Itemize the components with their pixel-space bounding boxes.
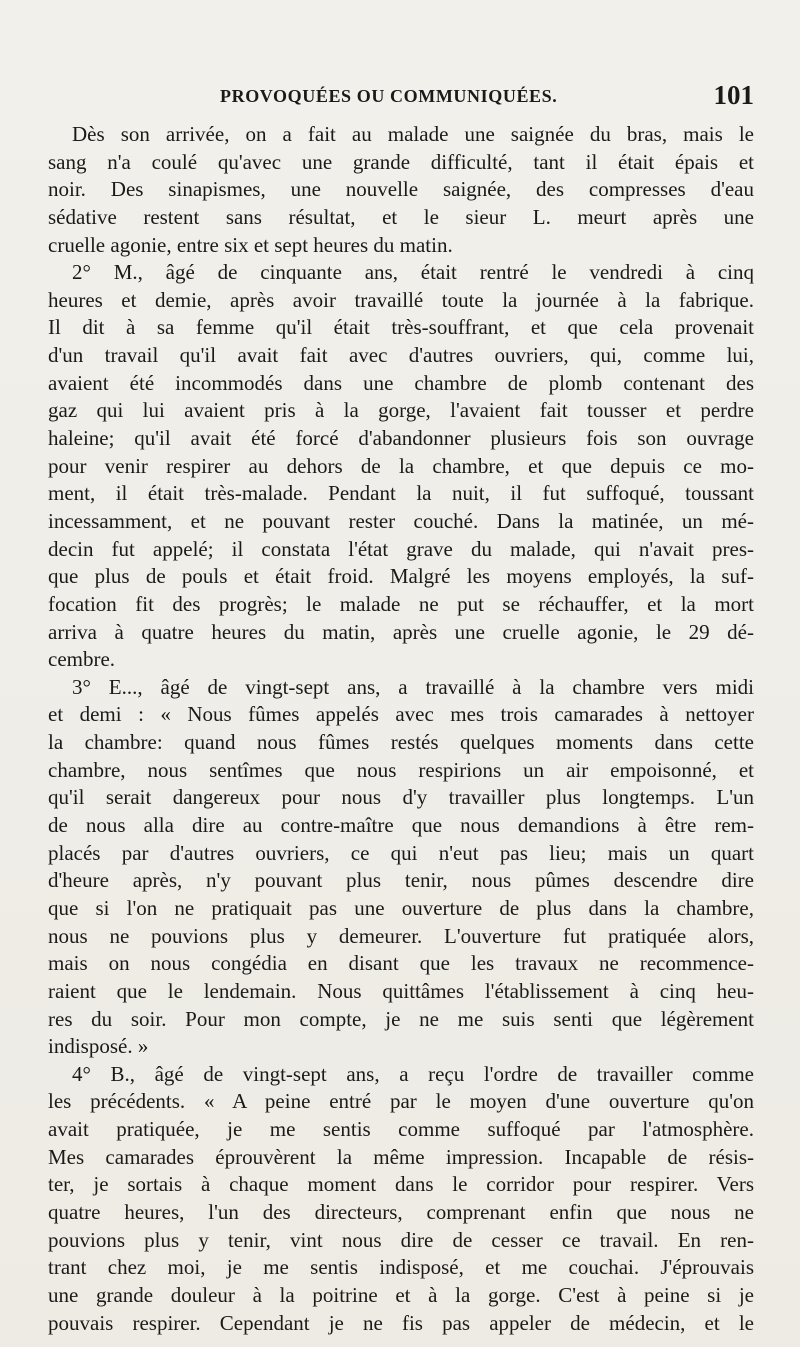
text-line: sang n'a coulé qu'avec une grande difficulté, tant il était épais et	[48, 149, 754, 174]
text-line: une grande douleur à la poitrine et à la gorge. C'est à peine si je	[48, 1282, 754, 1307]
text-line: Il dit à sa femme qu'il était très-souffrant, et que cela provenait	[48, 315, 754, 340]
text-line: chambre, nous sentîmes que nous respirions un air empoisonné, et	[48, 757, 754, 782]
body-text	[48, 121, 754, 1337]
text-line: focation fit des progrès; le malade ne put se réchauffer, et la mort	[48, 591, 754, 616]
text-line: raient que le lendemain. Nous quittâmes l'établissement à cinq heu-	[48, 978, 754, 1003]
text-line: Mes camarades éprouvèrent la même impression. Incapable de résis-	[48, 1144, 754, 1169]
text-line: sédative restent sans résultat, et le sieur L. meurt après une	[48, 204, 754, 229]
text-line: d'un travail qu'il avait fait avec d'autres ouvriers, qui, comme lui,	[48, 343, 754, 368]
text-line: et demi : « Nous fûmes appelés avec mes trois camarades à nettoyer	[48, 702, 754, 727]
text-line: cruelle agonie, entre six et sept heures du matin.	[48, 232, 453, 257]
text-line: que si l'on ne pratiquait pas une ouverture de plus dans la chambre,	[48, 895, 754, 920]
text-line: incessamment, et ne pouvant rester couché. Dans la matinée, un mé-	[48, 508, 754, 533]
text-line: haleine; qu'il avait été forcé d'abandonner plusieurs fois son ouvrage	[48, 426, 754, 451]
page-header	[50, 80, 754, 114]
text-line: heures et demie, après avoir travaillé toute la journée à la fabrique.	[48, 287, 754, 312]
text-line: pouvions plus y tenir, vint nous dire de cesser ce travail. En ren-	[48, 1227, 754, 1252]
text-line: nous ne pouvions plus y demeurer. L'ouverture fut pratiquée alors,	[48, 923, 754, 948]
text-line: 3° E..., âgé de vingt-sept ans, a travaillé à la chambre vers midi	[72, 674, 754, 699]
text-line: noir. Des sinapismes, une nouvelle saignée, des compresses d'eau	[48, 177, 754, 202]
text-line: de nous alla dire au contre-maître que nous demandions à être rem-	[48, 813, 754, 838]
text-line: avait pratiquée, je me sentis comme suffoqué par l'atmosphère.	[48, 1117, 754, 1142]
text-line: cembre.	[48, 647, 116, 672]
text-line: qu'il serait dangereux pour nous d'y travailler plus longtemps. L'un	[48, 785, 754, 810]
text-line: pour venir respirer au dehors de la chambre, et que depuis ce mo-	[48, 453, 754, 478]
text-line: placés par d'autres ouvriers, ce qui n'eut pas lieu; mais un quart	[48, 840, 754, 865]
text-line: arriva à quatre heures du matin, après une cruelle agonie, le 29 dé-	[48, 619, 754, 644]
text-line: decin fut appelé; il constata l'état grave du malade, qui n'avait pres-	[48, 536, 754, 561]
text-line: que plus de pouls et était froid. Malgré les moyens employés, la suf-	[48, 564, 754, 589]
running-head: PROVOQUÉES OU COMMUNIQUÉES.	[220, 86, 558, 106]
text-line: ter, je sortais à chaque moment dans le corridor pour respirer. Vers	[48, 1172, 754, 1197]
text-line: ment, il était très-malade. Pendant la nuit, il fut suffoqué, toussant	[48, 481, 754, 506]
text-line: quatre heures, l'un des directeurs, comprenant enfin que nous ne	[48, 1199, 754, 1224]
text-line: avaient été incommodés dans une chambre de plomb contenant des	[48, 370, 754, 395]
page-number: 101	[713, 80, 754, 110]
text-line: 2° M., âgé de cinquante ans, était rentré le vendredi à cinq	[72, 260, 754, 285]
text-line: Dès son arrivée, on a fait au malade une saignée du bras, mais le	[72, 122, 754, 146]
text-line: gaz qui lui avaient pris à la gorge, l'avaient fait tousser et perdre	[48, 398, 754, 423]
text-line: 4° B., âgé de vingt-sept ans, a reçu l'ordre de travailler comme	[72, 1061, 754, 1086]
text-line: d'heure après, n'y pouvant plus tenir, nous pûmes descendre dire	[48, 868, 754, 893]
text-line: mais on nous congédia en disant que les travaux ne recommence-	[48, 951, 754, 976]
text-line: la chambre: quand nous fûmes restés quelques moments dans cette	[48, 730, 754, 755]
text-line: res du soir. Pour mon compte, je ne me suis senti que légèrement	[48, 1006, 754, 1031]
text-line: les précédents. « A peine entré par le moyen d'une ouverture qu'on	[48, 1089, 754, 1114]
text-line: indisposé. »	[48, 1034, 149, 1059]
text-line: pouvais respirer. Cependant je ne fis pas appeler de médecin, et le	[48, 1310, 754, 1335]
text-line: trant chez moi, je me sentis indisposé, et me couchai. J'éprouvais	[48, 1255, 754, 1280]
